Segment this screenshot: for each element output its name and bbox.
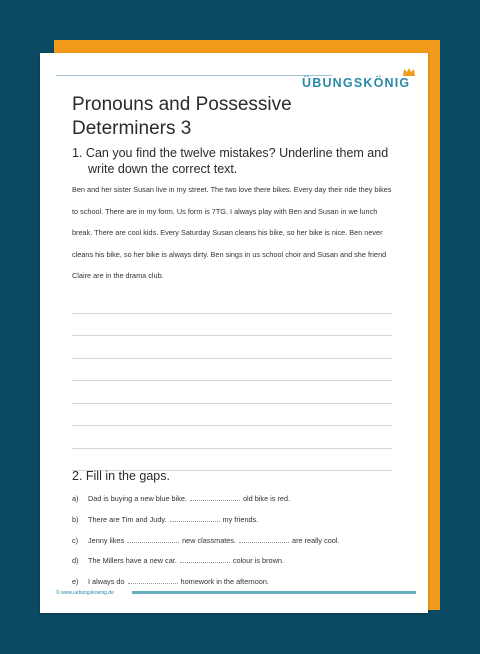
header-rule bbox=[56, 75, 332, 76]
writing-line bbox=[72, 449, 392, 472]
writing-lines bbox=[72, 291, 392, 471]
gap-blank[interactable] bbox=[180, 554, 230, 563]
worksheet-page bbox=[40, 53, 428, 613]
footer-copyright: © www.uebungskoenig.de bbox=[56, 590, 114, 596]
item-text: new classmates. bbox=[182, 535, 237, 545]
crown-icon bbox=[402, 67, 416, 77]
gap-item-d bbox=[72, 551, 402, 572]
item-letter: b) bbox=[72, 514, 79, 524]
fill-gaps-list bbox=[72, 489, 402, 593]
item-text: I always do bbox=[88, 577, 125, 587]
question-1-line-2: write down the correct text. bbox=[88, 162, 238, 176]
item-text: my friends. bbox=[222, 514, 259, 524]
gap-item-b bbox=[72, 510, 402, 531]
item-text: colour is brown. bbox=[232, 556, 284, 566]
writing-line bbox=[72, 381, 392, 404]
item-text: There are Tim and Judy. bbox=[88, 514, 167, 524]
brand-logo: ÜBUNGSKÖNIG bbox=[302, 76, 411, 90]
item-letter: a) bbox=[72, 494, 79, 503]
question-2: 2. Fill in the gaps. bbox=[72, 469, 170, 483]
item-text: are really cool. bbox=[292, 535, 340, 545]
question-1-number: 1. bbox=[72, 146, 83, 160]
gap-blank[interactable] bbox=[170, 513, 220, 522]
gap-blank[interactable] bbox=[190, 492, 240, 501]
mistakes-paragraph: Ben and her sister Susan live in my street. The two love there bikes. Every day their ride they bikes to school. There are in my form. Us form is 7TG. I always play with Ben and Susan in we lunch break. There are cool kids. Every Saturday Susan cleans his bike, so her bike is nice. Ben never cleans his bike, so her bike is always dirty. Ben sings in us school choir and Susan and she friend Claire are in the drama club. bbox=[72, 185, 392, 280]
question-1-line-1: Can you find the twelve mistakes? Underline them and bbox=[85, 146, 389, 160]
footer-bar bbox=[132, 591, 416, 594]
item-text: old bike is red. bbox=[242, 494, 291, 503]
question-1 bbox=[72, 145, 402, 177]
item-letter: c) bbox=[72, 535, 79, 545]
writing-line bbox=[72, 336, 392, 359]
gap-blank[interactable] bbox=[128, 575, 178, 584]
gap-item-a bbox=[72, 489, 402, 510]
item-text: Jenny likes bbox=[88, 535, 125, 545]
writing-line bbox=[72, 359, 392, 382]
gap-blank[interactable] bbox=[239, 534, 289, 543]
writing-line bbox=[72, 314, 392, 337]
writing-line bbox=[72, 404, 392, 427]
item-text: homework in the afternoon. bbox=[180, 577, 269, 587]
writing-line bbox=[72, 426, 392, 449]
item-text: The Millers have a new car. bbox=[88, 556, 177, 566]
title-line-2: Determiners 3 bbox=[72, 118, 192, 139]
page-title bbox=[72, 93, 292, 141]
writing-line bbox=[72, 291, 392, 314]
item-letter: d) bbox=[72, 556, 79, 566]
gap-item-c bbox=[72, 531, 402, 552]
item-text: Dad is buying a new blue bike. bbox=[88, 494, 187, 503]
item-letter: e) bbox=[72, 577, 79, 587]
title-line-1: Pronouns and Possessive bbox=[72, 94, 292, 115]
gap-item-e bbox=[72, 572, 402, 593]
gap-blank[interactable] bbox=[127, 534, 179, 543]
